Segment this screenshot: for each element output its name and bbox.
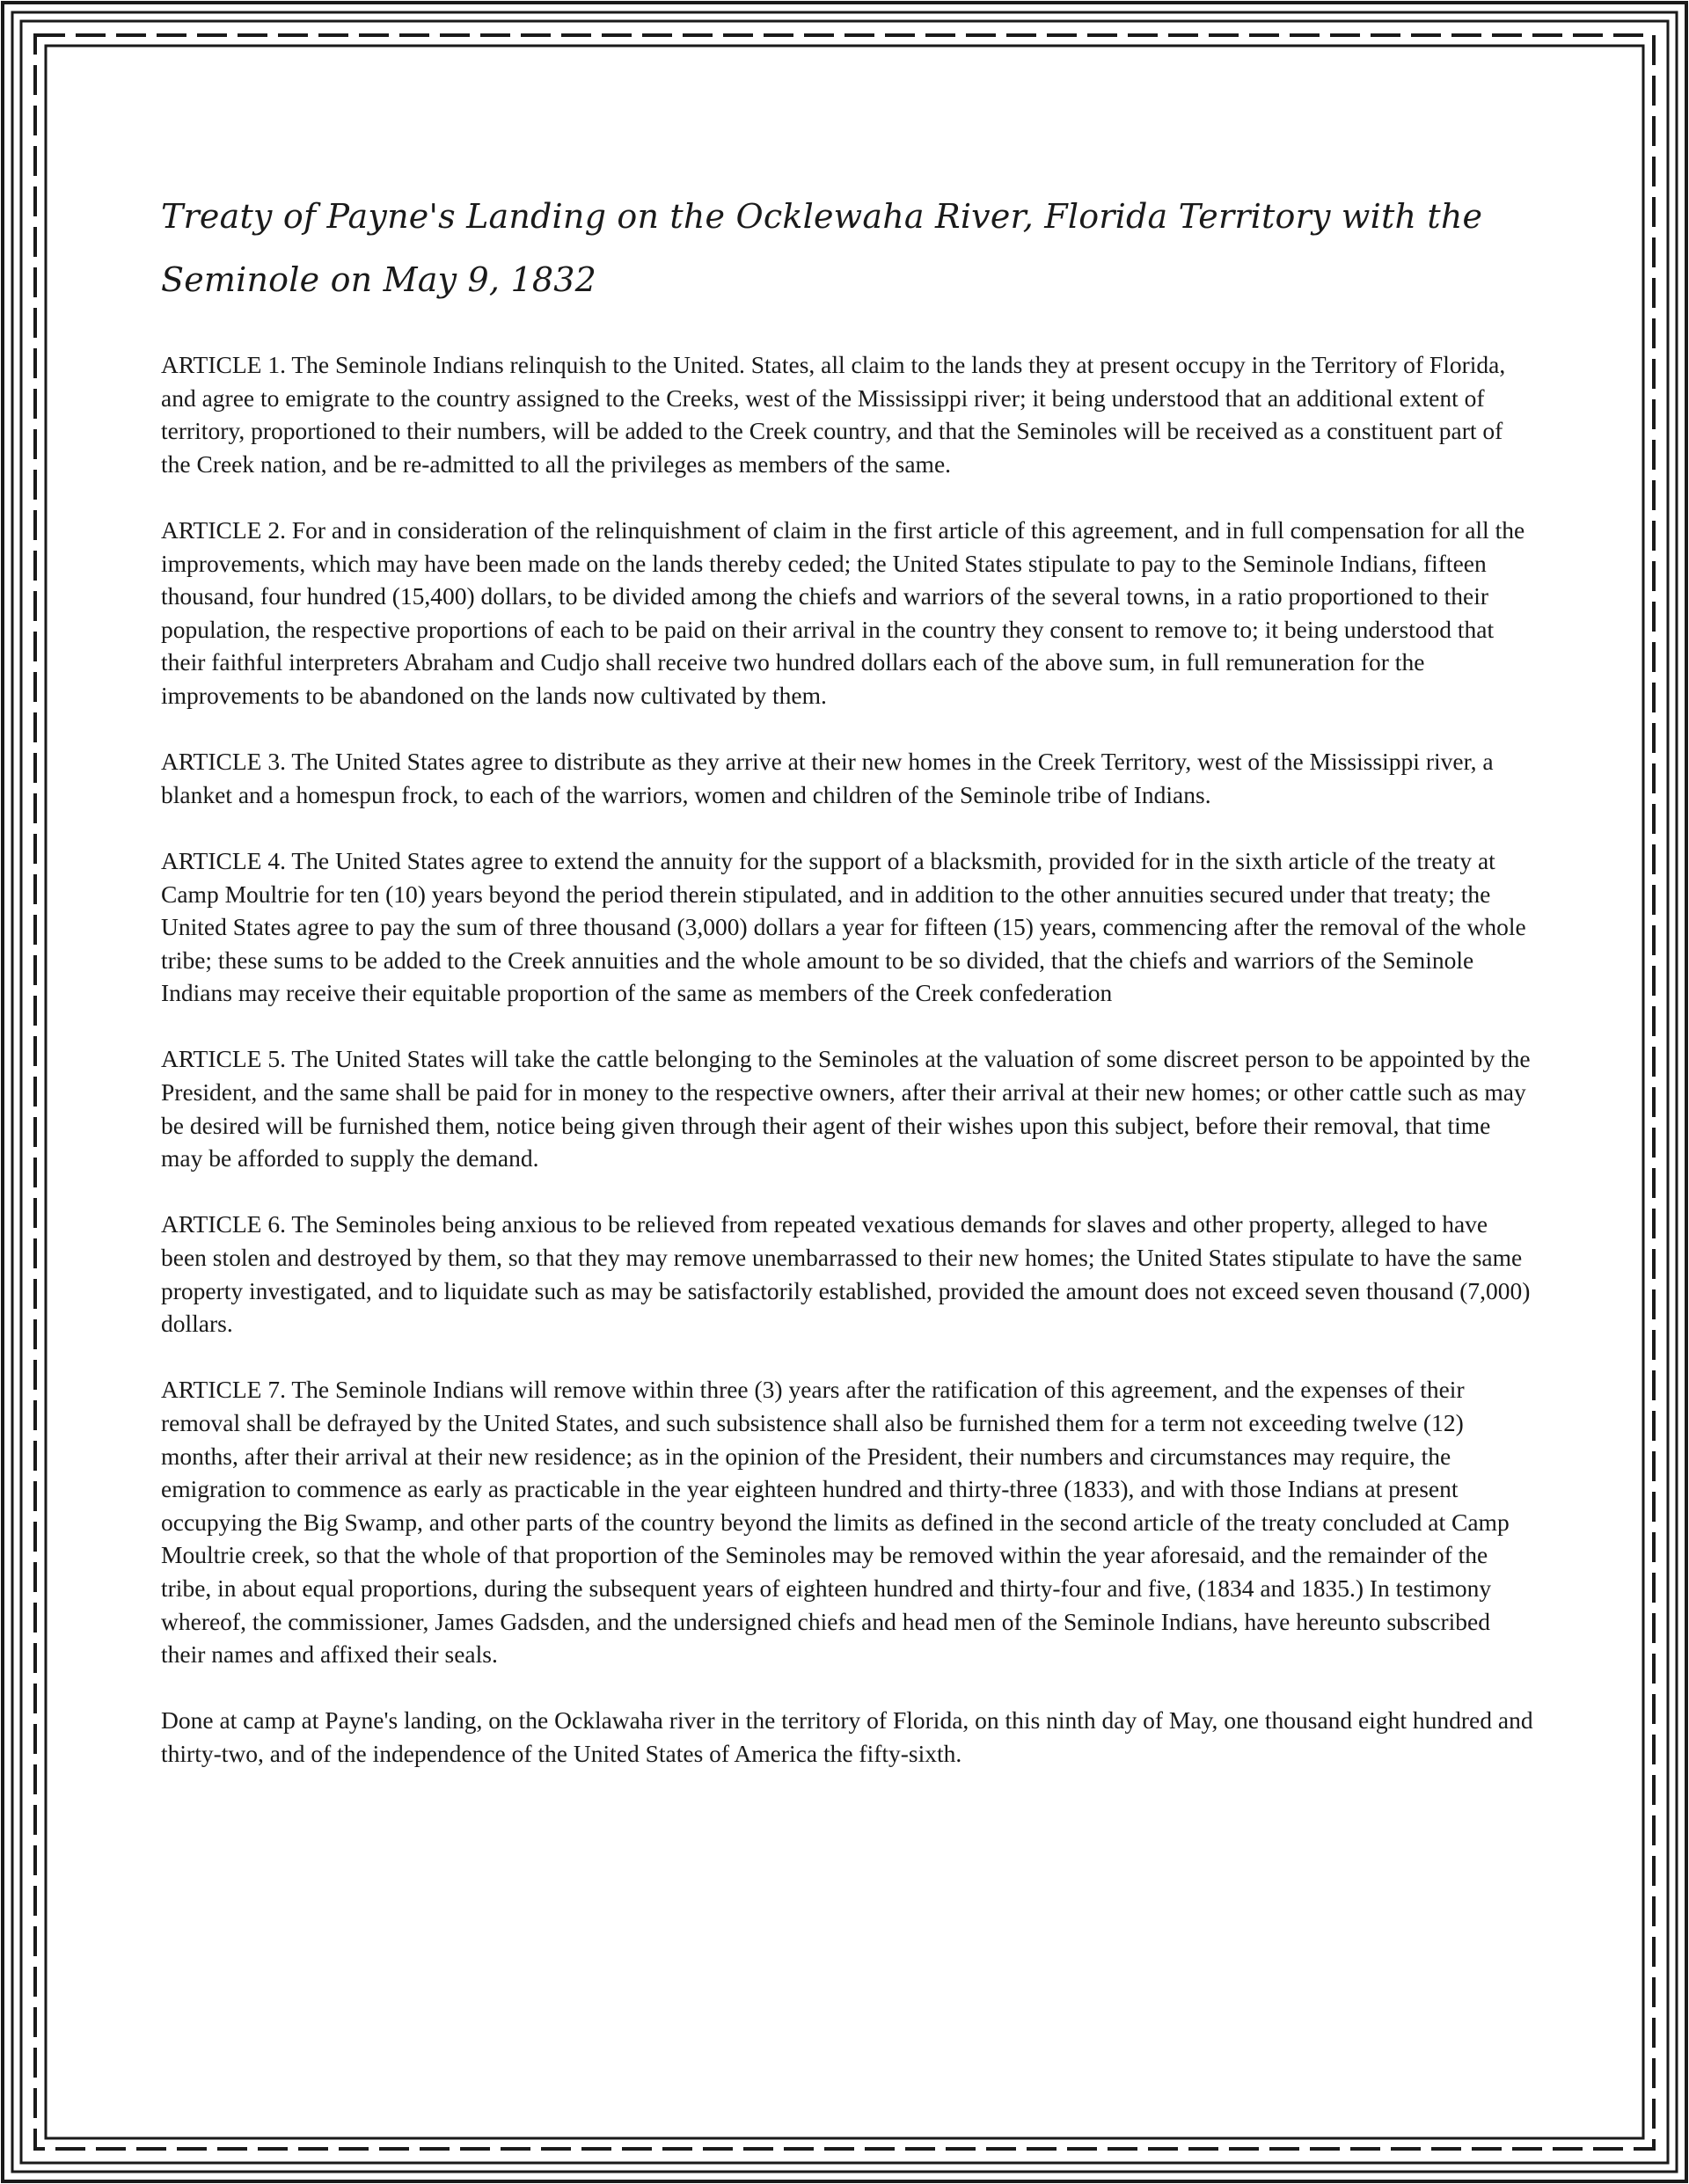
article-4: ARTICLE 4. The United States agree to extend the annuity for the support of a blacksmith, provided for in the sixth article of the treaty at Camp Moultrie for ten (10) years beyond the period therein stipulated, and in addition to the other annuities secured under that treaty; the United States agree to pay the sum of three thousand (3,000) dollars a year for fifteen (15) years, commencing after the removal of the whole tribe; these sums to be added to the Creek annuities and the whole amount to be so divided, that the chiefs and warriors of the Seminole Indians may receive their equitable proportion of the same as members of the Creek confederation <box>161 846 1526 1007</box>
document-title: Treaty of Payne's Landing on the Ocklewaha River, Florida Territory with the Seminole on May 9, 1832 <box>161 197 1483 299</box>
closing-statement: Done at camp at Payne's landing, on the Ocklawaha river in the territory of Florida, on this ninth day of May, one thousand eight hundred and thirty-two, and of the independence of the United States of America the fifty-sixth. <box>161 1706 1533 1767</box>
article-5: ARTICLE 5. The United States will take the cattle belonging to the Seminoles at the valuation of some discreet person to be appointed by the President, and the same shall be paid for in money to the respective owners, after their arrival at their new homes; or other cattle such as may be desired will be furnished them, notice being given through their agent of their wishes upon this subject, before their removal, that time may be afforded to supply the demand. <box>161 1045 1531 1172</box>
article-6: ARTICLE 6. The Seminoles being anxious to be relieved from repeated vexatious demands for slaves and other property, alleged to have been stolen and destroyed by them, so that they may remove unembarrassed to their new homes; the United States stipulate to have the same property investigated, and to liquidate such as may be satisfactorily established, provided the amount does not exceed seven thousand (7,000) dollars. <box>161 1210 1531 1338</box>
article-3: ARTICLE 3. The United States agree to distribute as they arrive at their new homes in the Creek Territory, west of the Mississippi river, a blanket and a homespun frock, to each of the warriors, women and children of the Seminole tribe of Indians. <box>161 748 1494 808</box>
article-1: ARTICLE 1. The Seminole Indians relinquish to the United. States, all claim to the lands they at present occupy in the Territory of Florida, and agree to emigrate to the country assigned to the Creeks, west of the Mississippi river; it being understood that an additional extent of territory, proportioned to their numbers, will be added to the Creek country, and that the Seminoles will be received as a constituent part of the Creek nation, and be re-admitted to all the privileges as members of the same. <box>161 351 1506 478</box>
article-7: ARTICLE 7. The Seminole Indians will remove within three (3) years after the ratification of this agreement, and the expenses of their removal shall be defrayed by the United States, and such subsistence shall also be furnished them for a term not exceeding twelve (12) months, after their arrival at their new residence; as in the opinion of the President, their numbers and circumstances may require, the emigration to commence as early as practicable in the year eighteen hundred and thirty-three (1833), and with those Indians at present occupying the Big Swamp, and other parts of the country beyond the limits as defined in the second article of the treaty concluded at Camp Moultrie creek, so that the whole of that proportion of the Seminoles may be removed within the year aforesaid, and the remainder of the tribe, in about equal proportions, during the subsequent years of eighteen hundred and thirty-four and five, (1834 and 1835.) In testimony whereof, the commissioner, James Gadsden, and the undersigned chiefs and head men of the Seminole Indians, have hereunto subscribed their names and affixed their seals. <box>161 1376 1510 1669</box>
document-body <box>161 185 1533 1803</box>
article-2: ARTICLE 2. For and in consideration of the relinquishment of claim in the first article of this agreement, and in full compensation for all the improvements, which may have been made on the lands thereby ceded; the United States stipulate to pay to the Seminole Indians, fifteen thousand, four hundred (15,400) dollars, to be divided among the chiefs and warriors of the several towns, in a ratio proportioned to their population, the respective proportions of each to be paid on their arrival in the country they consent to remove to; it being understood that their faithful interpreters Abraham and Cudjo shall receive two hundred dollars each of the above sum, in full remuneration for the improvements to be abandoned on the lands now cultivated by them. <box>161 515 1525 709</box>
